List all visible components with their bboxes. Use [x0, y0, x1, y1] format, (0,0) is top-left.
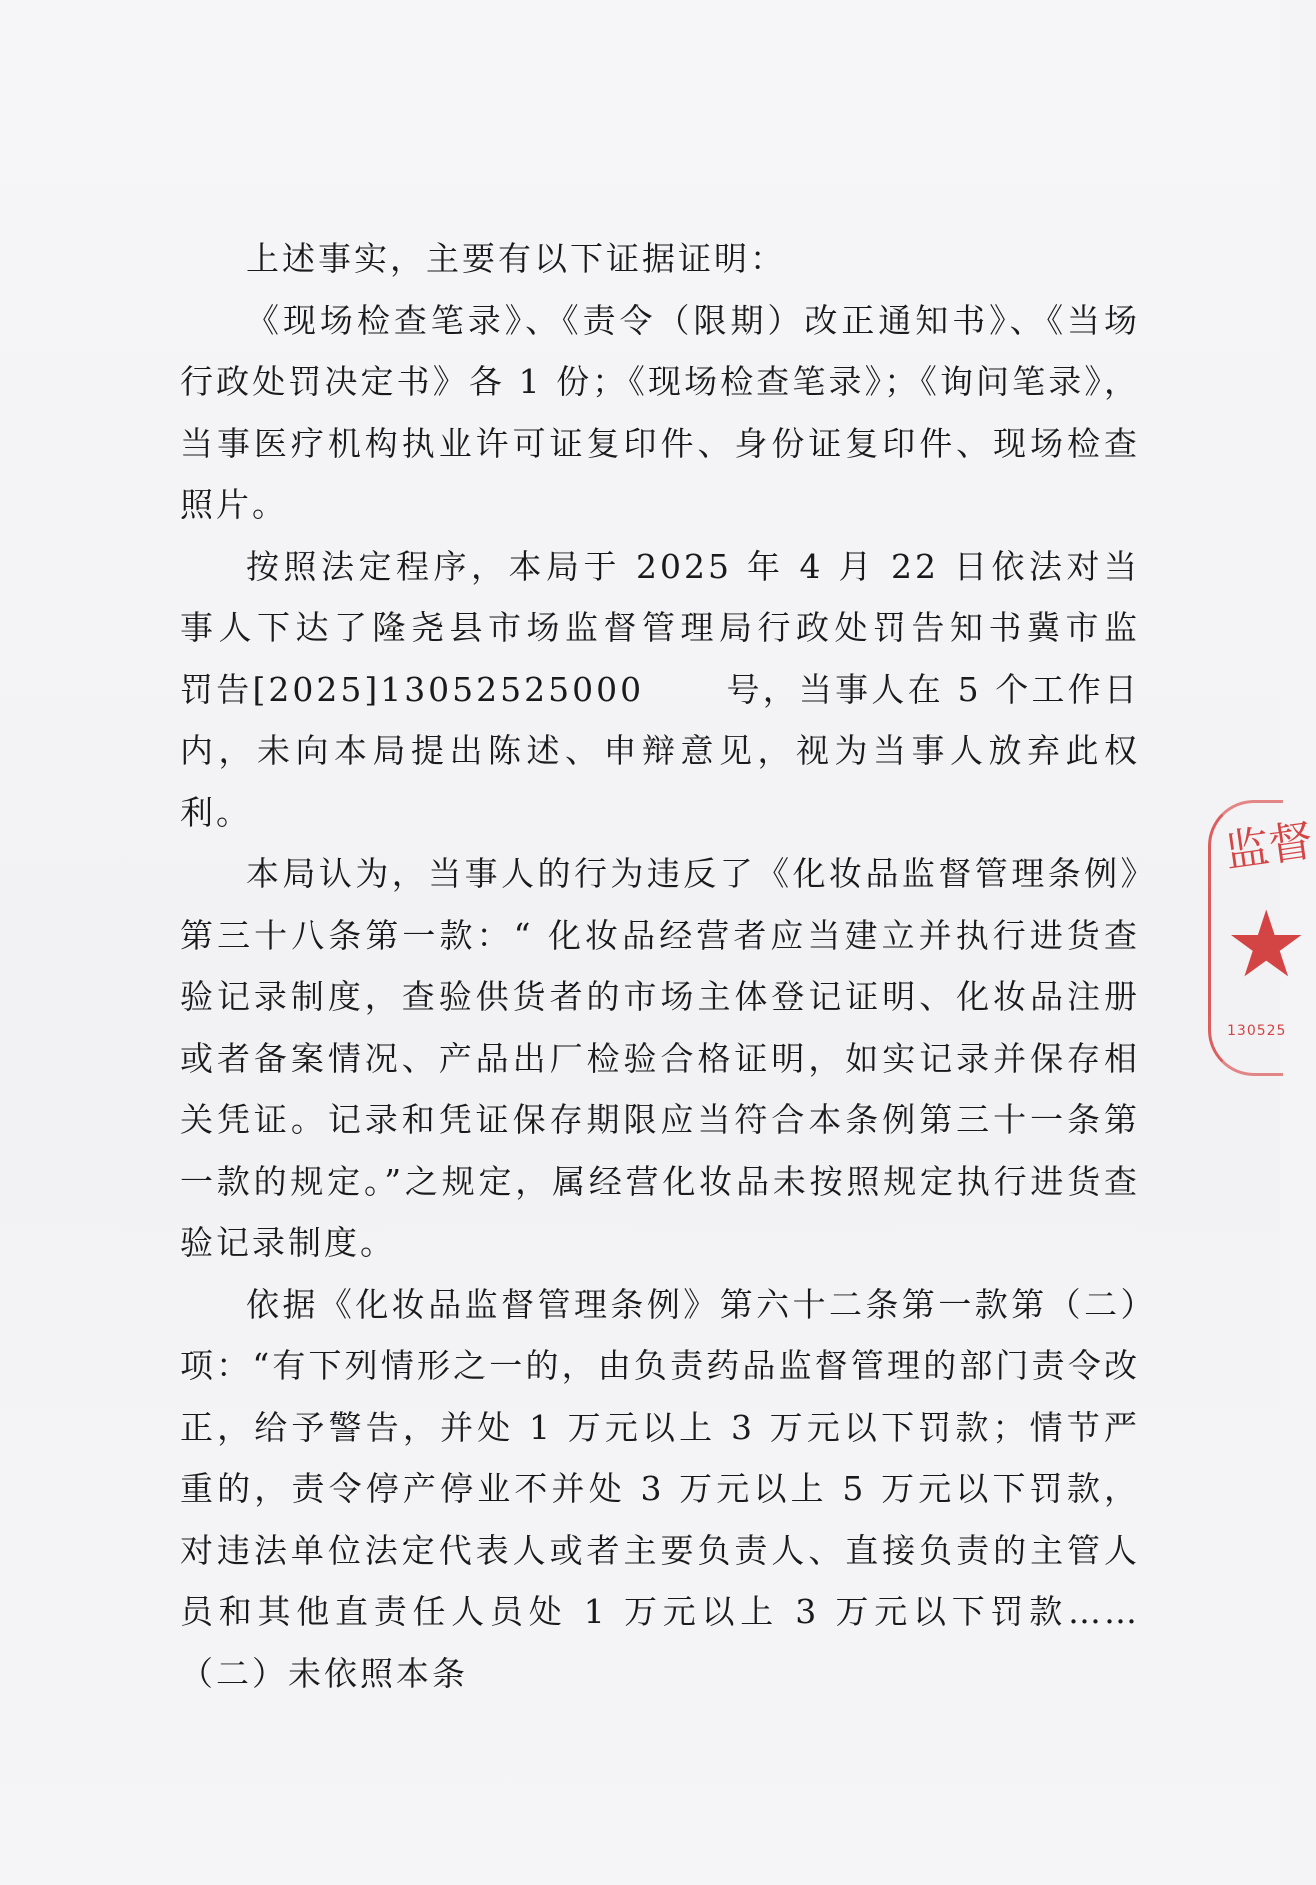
evidence-list: 《现场检查笔录》、《责令（限期）改正通知书》、《当场行政处罚决定书》各 1 份；《现场检查笔录》；《询问笔录》，当事医疗机构执业许可证复印件、身份证复印件、现场检查照片。	[180, 300, 1140, 524]
violation-paragraph: 本局认为，当事人的行为违反了《化妆品监督管理条例》第三十八条第一款：“ 化妆品经营者应当建立并执行进货查验记录制度，查验供货者的市场主体登记证明、化妆品注册或者备案情况、产品出厂检验合格证明，如实记录并保存相关凭证。记录和凭证保存期限应当符合本条例第三十一条第一款的规定。”之规定，属经营化妆品未按照规定执行进货查验记录制度。	[180, 854, 1140, 1262]
seal-code: 130525	[1227, 1023, 1287, 1039]
legal-basis-paragraph: 依据《化妆品监督管理条例》第六十二条第一款第（二）项：“有下列情形之一的，由负责药品监督管理的部门责令改正，给予警告，并处 1 万元以上 3 万元以下罚款；情节严重的，责令停产停业不并处 3 万元以上 5 万元以下罚款，对违法单位法定代表人或者主要负责人、直接负责的主管人员和其他直责任人员处 1 万元以上 3 万元以下罚款……（二）未依照本条	[180, 1284, 1140, 1693]
procedure-paragraph: 按照法定程序，本局于 2025 年 4 月 22 日依法对当事人下达了隆尧县市场监督管理局行政处罚告知书冀市监 罚告[2025]13052525000 号，当事人在 5 个工作日内，未向本局提出陈述、申辩意见，视为当事人放弃此权利。	[180, 546, 1181, 832]
evidence-intro: 上述事实，主要有以下证据证明：	[246, 239, 786, 278]
official-seal	[1208, 800, 1316, 1076]
seal-text: 监督	[1221, 815, 1316, 878]
document-body	[180, 228, 1181, 1704]
seal-star-icon: ★	[1225, 891, 1308, 998]
